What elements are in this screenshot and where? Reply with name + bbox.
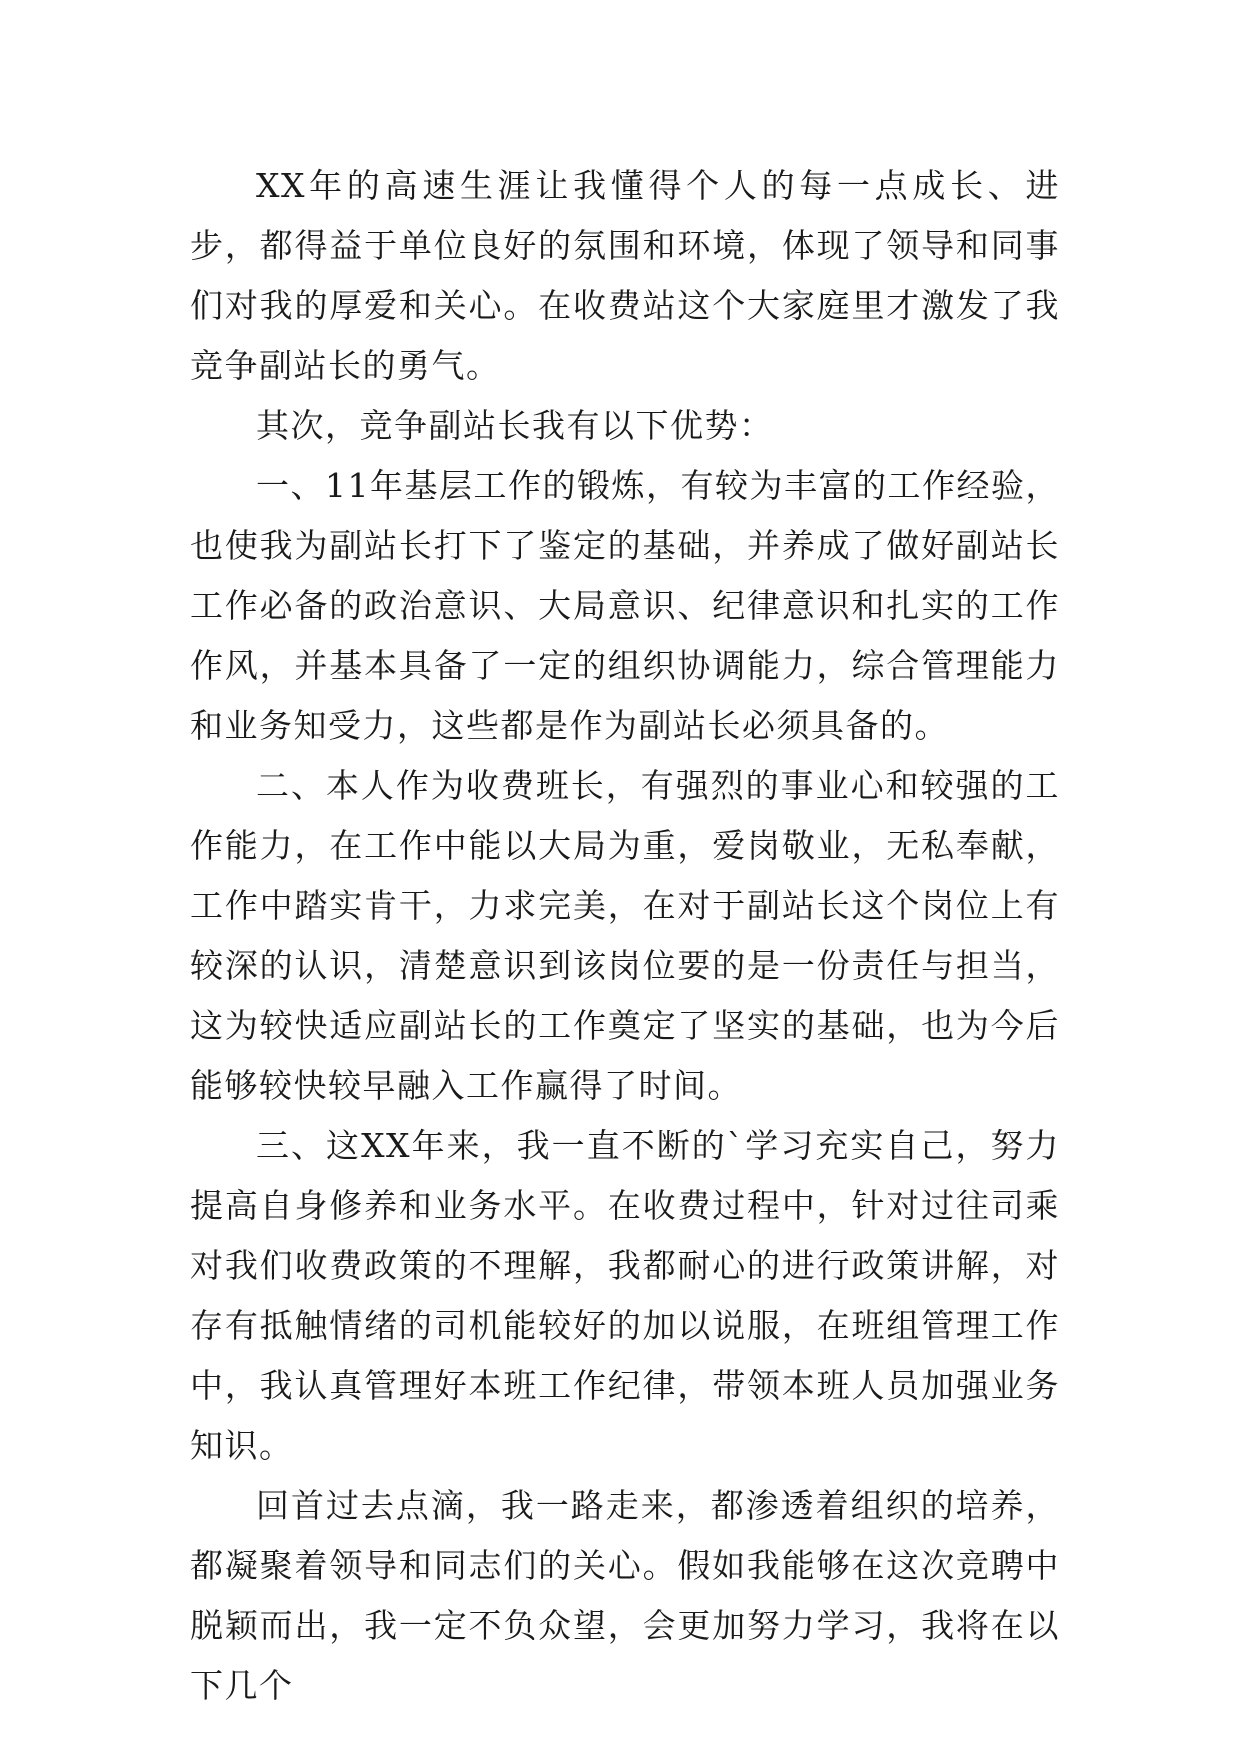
- paragraph-advantage-two: 二、本人作为收费班长，有强烈的事业心和较强的工作能力，在工作中能以大局为重，爱岗敬业，无私奉献，工作中踏实肯干，力求完美，在对于副站长这个岗位上有较深的认识，清楚意识到该岗位要的是一份责任与担当，这为较快适应副站长的工作奠定了坚实的基础，也为今后能够较快较早融入工作赢得了时间。: [190, 766, 1060, 1105]
- paragraph-advantage-one: 一、11年基层工作的锻炼，有较为丰富的工作经验，也使我为副站长打下了鉴定的基础，并养成了做好副站长工作必备的政治意识、大局意识、纪律意识和扎实的工作作风，并基本具备了一定的组织协调能力，综合管理能力和业务知受力，这些都是作为副站长必须具备的。: [190, 466, 1060, 745]
- paragraph-looking-back: 回首过去点滴，我一路走来，都渗透着组织的培养，都凝聚着领导和同志们的关心。假如我能够在这次竞聘中脱颖而出，我一定不负众望，会更加努力学习，我将在以下几个: [190, 1486, 1060, 1705]
- paragraph-advantage-three: 三、这XX年来，我一直不断的`学习充实自己，努力提高自身修养和业务水平。在收费过程中，针对过往司乘对我们收费政策的不理解，我都耐心的进行政策讲解，对存有抵触情绪的司机能较好的加以说服，在班组管理工作中，我认真管理好本班工作纪律，带领本班人员加强业务知识。: [190, 1126, 1060, 1465]
- document-body: [190, 156, 1060, 1716]
- paragraph-advantages-intro: 其次，竞争副站长我有以下优势：: [256, 406, 774, 445]
- paragraph-growth: XX年的高速生涯让我懂得个人的每一点成长、进步，都得益于单位良好的氛围和环境，体现了领导和同事们对我的厚爱和关心。在收费站这个大家庭里才激发了我竞争副站长的勇气。: [190, 166, 1060, 385]
